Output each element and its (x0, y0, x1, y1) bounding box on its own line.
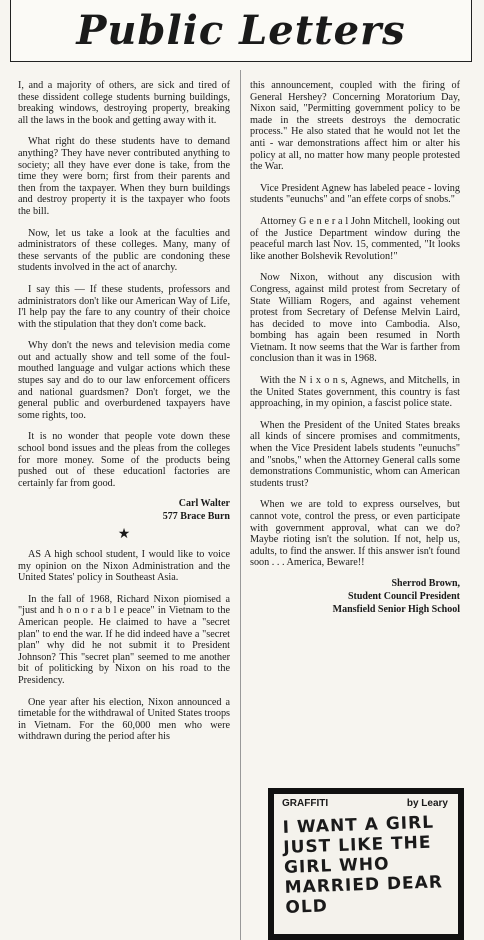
letter1-signature (18, 497, 230, 523)
cartoon-byline: by Leary (406, 798, 448, 809)
letter2-paragraph: this announcement, coupled with the firing of General Hershey? Concerning Moratorium Day, Nixon said, "Permitting government policy to be made in the streets destroys the democratic process." He also stated that he would not let the anti - war demonstrations affect him or alter his policy at all, no matter how many people protested the War. (250, 80, 460, 173)
letter2-signature (250, 577, 460, 616)
signer-title: Student Council President (347, 590, 460, 602)
cartoon-panel (274, 794, 458, 934)
signer-name: Sherrod Brown, (391, 577, 460, 589)
column-divider (240, 70, 241, 940)
left-column (18, 80, 230, 753)
graffiti-cartoon (268, 788, 464, 940)
cartoon-title: GRAFFITI (282, 798, 329, 809)
letter2-paragraph: AS A high school student, I would like to voice my opinion on the Nixon Administration and the United States' policy in Southeast Asia. (18, 549, 230, 584)
letter1-paragraph: Why don't the news and television media come out and actually show and tell some of the foul-mouthed language and vulgar actions which these stupes say and do to our law enforcement officers and national guardsmen? Don't forget, we the general public and overburdened taxpayers have some rights, too. (18, 340, 230, 421)
letter2-paragraph: Attorney G e n e r a l John Mitchell, looking out of the Justice Department window during the peaceful march last Nov. 15, commented, "It looks like another Bolshevik Revolution!" (250, 215, 460, 262)
masthead (10, 0, 472, 62)
signer-address: 577 Brace Burn (162, 511, 230, 523)
page-title: Public Letters (76, 7, 406, 54)
letter2-paragraph: Now Nixon, without any discusion with Congress, against mild protest from Secretary of State William Rogers, and against vehement protest from Secretary of Defense Melvin Laird, has decided to move into Cambodia. Also, bombing has again been resumed in North Vietnam. It now seems that the War is farther from conclusion than it was in 1968. (250, 272, 460, 365)
letter2-paragraph: When we are told to express ourselves, but cannot vote, control the press, or even participate with government approval, what can we do? Maybe rioting isn't the solution. If not, help us, adults, to find the answer. If this answer isn't found soon . . . America, Beware!! (250, 499, 460, 569)
letter2-paragraph: One year after his election, Nixon announced a timetable for the withdrawal of United States troops in Vietnam. For the 60,000 men who were withdrawn during the period after his (18, 696, 230, 743)
letter1-paragraph: What right do these students have to demand anything? They have never contributed anything to society; all they have ever done is take, from the time they were born; first from their parents and then from the taxpayer. When they burn buildings and destroy property it is the taxpayer who foots the bill. (18, 136, 230, 217)
separator-star: ★ (117, 527, 131, 543)
letter1-paragraph: Now, let us take a look at the faculties and administrators of these colleges. Many, many of these servants of the public are condoning these students involved in the act of anarchy. (18, 227, 230, 274)
cartoon-graffiti-text: I WANT A GIRL JUST LIKE THE GIRL WHO MARRIED DEAR OLD (282, 812, 444, 918)
letter1-paragraph: It is no wonder that people vote down these school bond issues and the pleas from the colleges for more money. Some of the products being pushed out of these educationl factories are certainly far from good. (18, 431, 230, 489)
signer-name: Carl Walter (178, 498, 230, 510)
letter2-paragraph: When the President of the United States breaks all kinds of sincere promises and commitments, when the Vice President labels students "eunuchs" and "snobs," when the Attorney General calls some demonstrations Communistic, whom can American students trust? (250, 419, 460, 489)
letter1-paragraph: I, and a majority of others, are sick and tired of these dissident college students burning buildings, breaking windows, destroying property, breaking all the laws in the book and getting away with it. (18, 80, 230, 126)
right-column (250, 80, 460, 622)
letter1-paragraph: I say this — If these students, professors and administrators don't like our American Way of Life, I'l help pay the fare to any country of their choice with the stipulation that they don't come back. (18, 283, 230, 330)
letter2-paragraph: In the fall of 1968, Richard Nixon piomised a "just and h o n o r a b l e peace" in Vietnam to the American people. He claimed to have a "secret plan" to end the war. If he did indeed have a "secret plan" why did he not submit it to President Johnson? This "secret plan" seemed to me another bit of politicking by Nixon on his road to the Presidency. (18, 593, 230, 686)
letter2-paragraph: With the N i x o n s, Agnews, and Mitchells, in the United States government, this country is fast approaching, in my opinion, a fascist police state. (250, 375, 460, 410)
letter2-paragraph: Vice President Agnew has labeled peace - loving students "eunuchs" and "an effete corps of snobs." (250, 182, 460, 206)
signer-school: Mansfield Senior High School (332, 603, 460, 615)
